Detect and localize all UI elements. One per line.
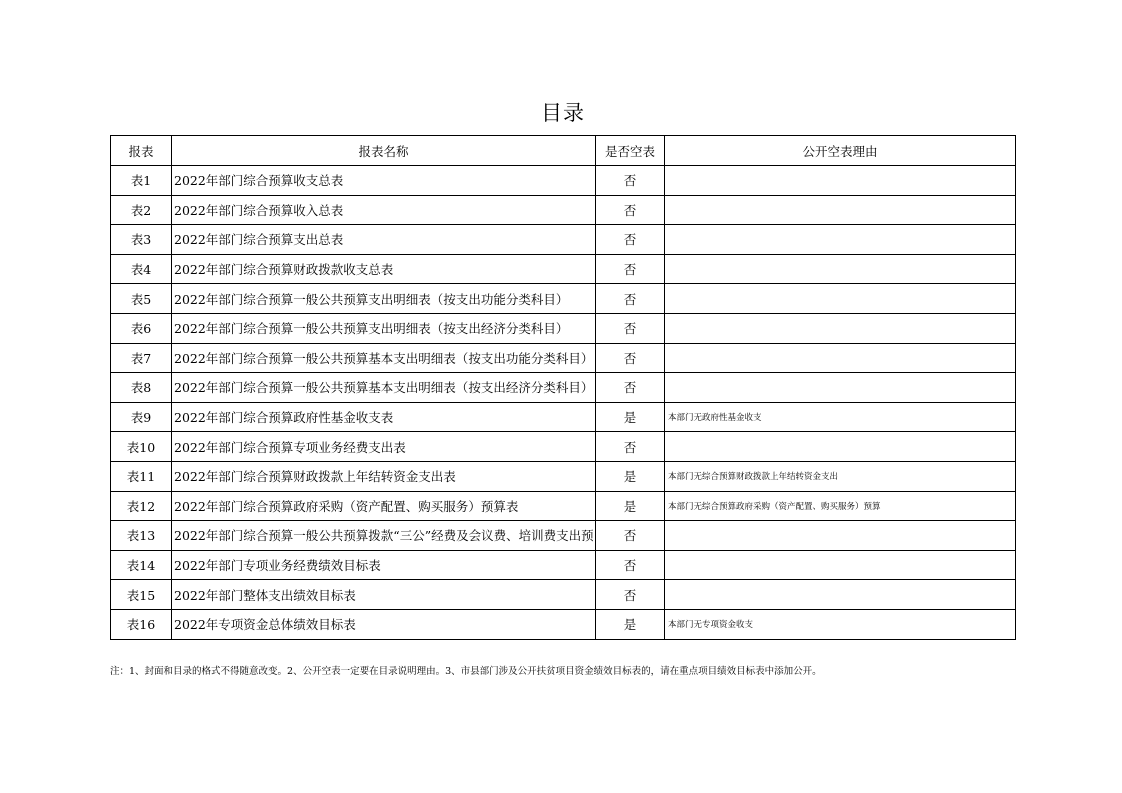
row-is-empty: 是	[596, 402, 665, 432]
row-is-empty: 否	[596, 343, 665, 373]
row-name: 2022年部门综合预算一般公共预算拨款“三公”经费及会议费、培训费支出预	[172, 521, 596, 551]
row-is-empty: 否	[596, 195, 665, 225]
row-reason	[665, 166, 1016, 196]
row-reason	[665, 313, 1016, 343]
table-row	[111, 491, 1016, 521]
row-id: 表5	[111, 284, 172, 314]
row-name: 2022年部门综合预算收入总表	[172, 195, 596, 225]
row-is-empty: 否	[596, 284, 665, 314]
row-id: 表10	[111, 432, 172, 462]
table-row	[111, 254, 1016, 284]
row-reason	[665, 550, 1016, 580]
page-title: 目录	[541, 101, 585, 125]
table-row	[111, 373, 1016, 403]
row-reason	[665, 195, 1016, 225]
row-name: 2022年部门专项业务经费绩效目标表	[172, 550, 596, 580]
row-is-empty: 否	[596, 373, 665, 403]
row-reason: 本部门无政府性基金收支	[665, 402, 1016, 432]
row-name: 2022年部门综合预算一般公共预算支出明细表（按支出经济分类科目）	[172, 313, 596, 343]
row-is-empty: 否	[596, 225, 665, 255]
row-is-empty: 否	[596, 521, 665, 551]
row-name: 2022年部门综合预算财政拨款上年结转资金支出表	[172, 461, 596, 491]
table-row	[111, 609, 1016, 639]
row-name: 2022年部门综合预算收支总表	[172, 166, 596, 196]
row-id: 表8	[111, 373, 172, 403]
row-name: 2022年部门综合预算一般公共预算支出明细表（按支出功能分类科目）	[172, 284, 596, 314]
row-is-empty: 否	[596, 432, 665, 462]
row-id: 表11	[111, 461, 172, 491]
table-row	[111, 521, 1016, 551]
row-id: 表15	[111, 580, 172, 610]
row-is-empty: 是	[596, 491, 665, 521]
row-is-empty: 否	[596, 166, 665, 196]
row-id: 表12	[111, 491, 172, 521]
row-id: 表14	[111, 550, 172, 580]
row-id: 表9	[111, 402, 172, 432]
row-reason	[665, 373, 1016, 403]
row-is-empty: 是	[596, 609, 665, 639]
row-reason: 本部门无综合预算政府采购（资产配置、购买服务）预算	[665, 491, 1016, 521]
row-name: 2022年部门综合预算一般公共预算基本支出明细表（按支出经济分类科目）	[172, 373, 596, 403]
row-id: 表3	[111, 225, 172, 255]
row-name: 2022年部门综合预算财政拨款收支总表	[172, 254, 596, 284]
table-row	[111, 313, 1016, 343]
row-reason	[665, 432, 1016, 462]
row-id: 表2	[111, 195, 172, 225]
row-name: 2022年部门综合预算一般公共预算基本支出明细表（按支出功能分类科目）	[172, 343, 596, 373]
row-is-empty: 否	[596, 550, 665, 580]
row-is-empty: 否	[596, 580, 665, 610]
row-reason	[665, 580, 1016, 610]
row-id: 表13	[111, 521, 172, 551]
row-reason: 本部门无综合预算财政拨款上年结转资金支出	[665, 461, 1016, 491]
row-id: 表6	[111, 313, 172, 343]
row-name: 2022年部门综合预算专项业务经费支出表	[172, 432, 596, 462]
row-id: 表1	[111, 166, 172, 196]
row-reason	[665, 225, 1016, 255]
table-row	[111, 225, 1016, 255]
row-reason: 本部门无专项资金收支	[665, 609, 1016, 639]
row-is-empty: 否	[596, 254, 665, 284]
row-id: 表16	[111, 609, 172, 639]
table-row	[111, 343, 1016, 373]
table-header-row	[111, 136, 1016, 166]
row-is-empty: 否	[596, 313, 665, 343]
header-name: 报表名称	[172, 136, 596, 166]
row-is-empty: 是	[596, 461, 665, 491]
header-is-empty: 是否空表	[596, 136, 665, 166]
table-row	[111, 166, 1016, 196]
row-name: 2022年部门综合预算政府采购（资产配置、购买服务）预算表	[172, 491, 596, 521]
row-reason	[665, 254, 1016, 284]
row-name: 2022年部门综合预算政府性基金收支表	[172, 402, 596, 432]
table-row	[111, 402, 1016, 432]
row-name: 2022年部门综合预算支出总表	[172, 225, 596, 255]
row-name: 2022年专项资金总体绩效目标表	[172, 609, 596, 639]
table-row	[111, 461, 1016, 491]
row-reason	[665, 343, 1016, 373]
footnote: 注：1、封面和目录的格式不得随意改变。2、公开空表一定要在目录说明理由。3、市县部门涉及公开扶贫项目资金绩效目标表的，请在重点项目绩效目标表中添加公开。	[110, 666, 822, 677]
table-of-contents	[110, 135, 1016, 640]
table-row	[111, 580, 1016, 610]
row-id: 表4	[111, 254, 172, 284]
table-row	[111, 284, 1016, 314]
header-reason: 公开空表理由	[665, 136, 1016, 166]
row-reason	[665, 284, 1016, 314]
row-id: 表7	[111, 343, 172, 373]
row-reason	[665, 521, 1016, 551]
row-name: 2022年部门整体支出绩效目标表	[172, 580, 596, 610]
header-id: 报表	[111, 136, 172, 166]
table-row	[111, 195, 1016, 225]
table-row	[111, 432, 1016, 462]
table-row	[111, 550, 1016, 580]
